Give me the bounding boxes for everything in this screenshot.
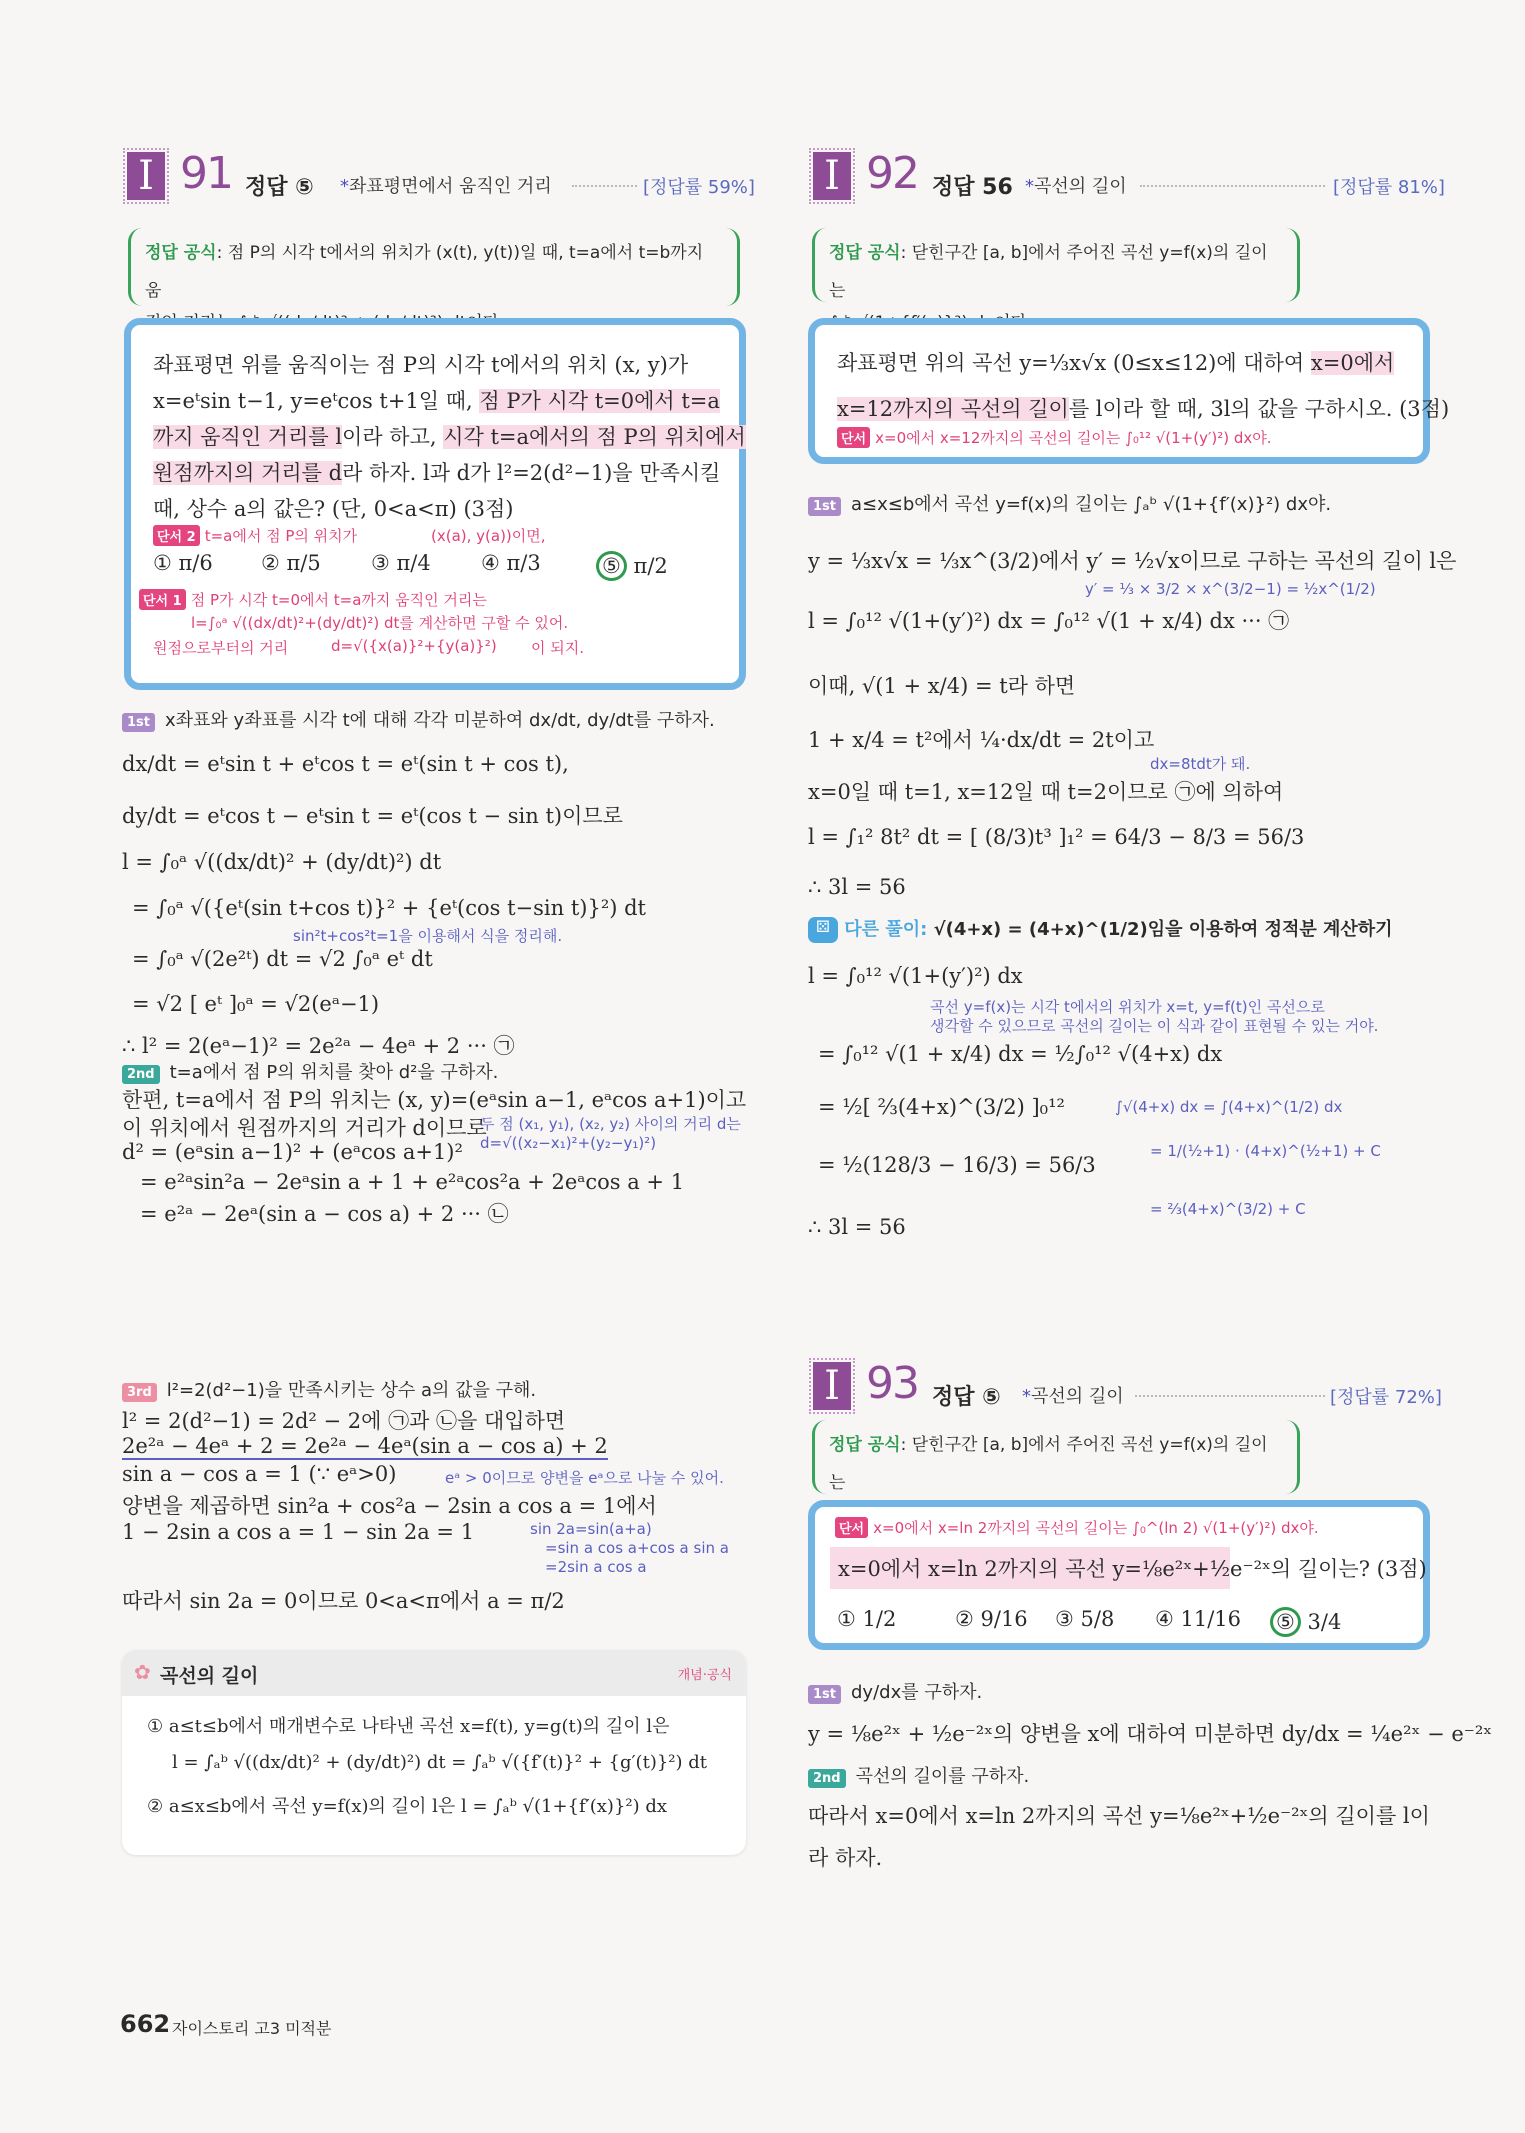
choice-2[interactable]: ② π/5 xyxy=(261,551,321,575)
correct-mark-icon: ⑤ xyxy=(596,551,627,581)
problem-line: 좌표평면 위의 곡선 y=⅓x√x (0≤x≤12)에 대하여 x=0에서 xyxy=(837,351,1395,375)
solution-line: = √2 [ eᵗ ]₀ᵃ = √2(eᵃ−1) xyxy=(132,992,380,1016)
note-derivative: y′ = ⅓ × 3/2 × x^(3/2−1) = ½x^(1/2) xyxy=(1085,580,1376,598)
choice-3[interactable]: ③ π/4 xyxy=(371,551,431,575)
answer-label: 정답 ⑤ xyxy=(932,1385,1001,1410)
solution-line: 따라서 x=0에서 x=ln 2까지의 곡선 y=⅛e²ˣ+½e⁻²ˣ의 길이를 l이 xyxy=(808,1804,1430,1828)
chapter-badge: I xyxy=(813,152,851,200)
problem-line: x=eᵗsin t−1, y=eᵗcos t+1일 때, 점 P가 시각 t=0에서 t=a xyxy=(153,389,720,413)
topic: *곡선의 길이 xyxy=(1022,1386,1124,1407)
note-curve: 생각할 수 있으므로 곡선의 길이는 이 식과 같이 표현될 수 있는 거야. xyxy=(930,1017,1379,1035)
choice-4[interactable]: ④ 11/16 xyxy=(1155,1607,1242,1631)
formula-label: 정답 공식 xyxy=(145,243,217,263)
solution-line: = e²ᵃ − 2eᵃ(sin a − cos a) + 2 ··· ㉡ xyxy=(140,1202,509,1226)
step-1: 1st dy/dx를 구하자. xyxy=(808,1678,982,1704)
note-distance: 두 점 (x₁, y₁), (x₂, y₂) 사이의 거리 d는 xyxy=(480,1115,741,1133)
hint-1: 단서 1 점 P가 시각 t=0에서 t=a까지 움직인 거리는 xyxy=(139,589,487,610)
topic-text: 좌표평면에서 움직인 거리 xyxy=(349,176,552,197)
solution-line: 양변을 제곱하면 sin²a + cos²a − 2sin a cos a = 1에서 xyxy=(122,1494,657,1518)
problem-line: 때, 상수 a의 값은? (단, 0<a<π) (3점) xyxy=(153,497,514,521)
hint-distance: 원점으로부터의 거리 xyxy=(153,639,289,657)
note-distance: d=√((x₂−x₁)²+(y₂−y₁)²) xyxy=(480,1134,657,1152)
hint-2: 단서 2 t=a에서 점 P의 위치가 xyxy=(153,525,357,546)
note-sin2a: =sin a cos a+cos a sin a xyxy=(545,1539,729,1557)
solution-line: l = ∫₀ᵃ √((dx/dt)² + (dy/dt)²) dt xyxy=(122,850,442,874)
problem-line: 좌표평면 위를 움직이는 점 P의 시각 t에서의 위치 (x, y)가 xyxy=(153,353,689,377)
question-number: 93 xyxy=(866,1358,918,1409)
answer-label: 정답 56 xyxy=(932,175,1013,200)
alt-solution-heading: ⚄ 다른 풀이: √(4+x) = (4+x)^(1/2)임을 이용하여 정적분 계산하기 xyxy=(808,915,1393,943)
question-number: 91 xyxy=(180,148,232,199)
alt-line: ∴ 3l = 56 xyxy=(808,1215,906,1239)
note-sin2a: sin 2a=sin(a+a) xyxy=(530,1520,652,1538)
topic xyxy=(340,172,552,198)
note-sin2a: =2sin a cos a xyxy=(545,1558,647,1576)
concept-line: ① a≤t≤b에서 매개변수로 나타낸 곡선 x=f(t), y=g(t)의 길이 l은 xyxy=(147,1716,670,1737)
hint: 단서 x=0에서 x=ln 2까지의 곡선의 길이는 ∫₀^(ln 2) √(1+(y′)²) dx야. xyxy=(835,1517,1319,1538)
solution-line: l² = 2(d²−1) = 2d² − 2에 ㉠과 ㉡을 대입하면 xyxy=(122,1409,566,1433)
solution-line: = ∫₀ᵃ √({eᵗ(sin t+cos t)}² + {eᵗ(cos t−sin t)}²) dt xyxy=(132,896,646,920)
divider xyxy=(1140,185,1325,187)
problem-line: x=12까지의 곡선의 길이를 l이라 할 때, 3l의 값을 구하시오. (3점) xyxy=(837,397,1450,421)
note-integral: = 1/(½+1) · (4+x)^(½+1) + C xyxy=(1150,1142,1381,1160)
problem-box xyxy=(808,318,1450,464)
answer-formula xyxy=(128,228,740,306)
formula-line: : 점 P의 시각 t에서의 위치가 (x(t), y(t))일 때, t=a에서 t=b까지 움 xyxy=(145,243,704,301)
hint: 단서 x=0에서 x=12까지의 곡선의 길이는 ∫₀¹² √(1+(y′)²) dx야. xyxy=(837,427,1272,448)
correct-mark-icon: ⑤ xyxy=(1270,1607,1301,1637)
solution-line: l = ∫₁² 8t² dt = [ (8/3)t³ ]₁² = 64/3 − 8/3 = 56/3 xyxy=(808,825,1305,849)
star-icon: * xyxy=(1022,1386,1031,1407)
solution-line: = ∫₀ᵃ √(2e²ᵗ) dt = √2 ∫₀ᵃ eᵗ dt xyxy=(132,947,433,971)
chapter-badge: I xyxy=(813,1362,851,1410)
solution-line: y = ⅓x√x = ⅓x^(3/2)에서 y′ = ½√x이므로 구하는 곡선의 길이 l은 xyxy=(808,549,1457,573)
problem-line: 까지 움직인 거리를 l이라 하고, 시각 t=a에서의 점 P의 위치에서 xyxy=(153,425,746,449)
star-icon: * xyxy=(340,176,349,197)
hint-2-line: (x(a), y(a))이면, xyxy=(431,527,546,545)
solution-line: l = ∫₀¹² √(1+(y′)²) dx = ∫₀¹² √(1 + x/4) dx ··· ㉠ xyxy=(808,609,1290,633)
solution-line: 1 + x/4 = t²에서 ¼·dx/dt = 2t이고 xyxy=(808,728,1155,752)
divider xyxy=(1135,1395,1325,1397)
note-trig: sin²t+cos²t=1을 이용해서 식을 정리해. xyxy=(293,927,563,945)
solution-line: ∴ 3l = 56 xyxy=(808,875,906,899)
correct-rate: [정답률 81%] xyxy=(1333,177,1445,198)
solution-line: ∴ l² = 2(eᵃ−1)² = 2e²ᵃ − 4eᵃ + 2 ··· ㉠ xyxy=(122,1034,515,1058)
hint-distance: 이 되지. xyxy=(531,639,585,657)
concept-line: l = ∫ₐᵇ √((dx/dt)² + (dy/dt)²) dt = ∫ₐᵇ √({f′(t)}² + {g′(t)}²) dt xyxy=(172,1752,708,1773)
solution-line: 이 위치에서 원점까지의 거리가 d이므로 xyxy=(122,1116,487,1140)
alt-line: l = ∫₀¹² √(1+(y′)²) dx xyxy=(808,964,1023,988)
concept-line: ② a≤x≤b에서 곡선 y=f(x)의 길이 l은 l = ∫ₐᵇ √(1+{f′(x)}²) dx xyxy=(147,1796,668,1817)
problem-box xyxy=(124,318,746,690)
concept-tag: 개념·공식 xyxy=(677,1668,732,1683)
choice-5-correct[interactable]: ⑤ 3/4 xyxy=(1270,1607,1341,1637)
page-number: 662 xyxy=(120,2010,171,2038)
alt-line: = ½(128/3 − 16/3) = 56/3 xyxy=(818,1153,1096,1177)
choice-5-correct[interactable]: ⑤ π/2 xyxy=(596,551,668,581)
solution-line: = e²ᵃsin²a − 2eᵃsin a + 1 + e²ᵃcos²a + 2eᵃcos a + 1 xyxy=(140,1170,685,1194)
flower-icon: ✿ xyxy=(134,1660,151,1684)
star-icon: * xyxy=(1025,176,1034,197)
chapter-badge: I xyxy=(127,152,165,200)
hint-1-line: l=∫₀ᵃ √((dx/dt)²+(dy/dt)²) dt를 계산하면 구할 수 있어. xyxy=(191,614,569,632)
question-number: 92 xyxy=(866,148,918,199)
question-text: x=0에서 x=ln 2까지의 곡선 y=⅛e²ˣ+½e⁻²ˣ의 길이는? (3점) xyxy=(830,1547,1230,1589)
note-integral: ∫√(4+x) dx = ∫(4+x)^(1/2) dx xyxy=(1115,1098,1343,1116)
solution-line: y = ⅛e²ˣ + ½e⁻²ˣ의 양변을 x에 대하여 미분하면 dy/dx = ¼e²ˣ − e⁻²ˣ xyxy=(808,1722,1493,1746)
solution-line: 한편, t=a에서 점 P의 위치는 (x, y)=(eᵃsin a−1, eᵃcos a+1)이고 xyxy=(122,1088,747,1112)
step-3: 3rd l²=2(d²−1)을 만족시키는 상수 a의 값을 구해. xyxy=(122,1376,536,1402)
answer-label: 정답 ⑤ xyxy=(245,175,314,200)
choice-2[interactable]: ② 9/16 xyxy=(955,1607,1028,1631)
book-title: 자이스토리 고3 미적분 xyxy=(172,2019,332,2038)
solution-line: 따라서 sin 2a = 0이므로 0<a<π에서 a = π/2 xyxy=(122,1589,565,1613)
choice-1[interactable]: ① 1/2 xyxy=(837,1607,897,1631)
answer-formula: 정답 공식: 닫힌구간 [a, b]에서 주어진 곡선 y=f(x)의 길이는 xyxy=(812,1420,1300,1494)
topic: *곡선의 길이 xyxy=(1025,176,1127,197)
note-dx: dx=8tdt가 돼. xyxy=(1150,755,1251,773)
problem-line: 원점까지의 거리를 d라 하자. l과 d가 l²=2(d²−1)을 만족시킬 xyxy=(153,461,721,485)
step-1: 1st a≤x≤b에서 곡선 y=f(x)의 길이는 ∫ₐᵇ √(1+{f′(x)}²) dx야. xyxy=(808,490,1331,516)
answer-formula: 정답 공식: 닫힌구간 [a, b]에서 주어진 곡선 y=f(x)의 길이는 xyxy=(812,228,1300,302)
solution-line: 이때, √(1 + x/4) = t라 하면 xyxy=(808,674,1076,698)
solution-line: dy/dt = eᵗcos t − eᵗsin t = eᵗ(cos t − sin t)이므로 xyxy=(122,804,623,828)
correct-rate: [정답률 72%] xyxy=(1330,1387,1442,1408)
note-curve: 곡선 y=f(x)는 시각 t에서의 위치가 x=t, y=f(t)인 곡선으로 xyxy=(930,998,1325,1016)
problem-box xyxy=(808,1500,1430,1650)
concept-title: 곡선의 길이 xyxy=(160,1665,259,1687)
step-2: 2nd t=a에서 점 P의 위치를 찾아 d²을 구하자. xyxy=(122,1058,498,1084)
dice-icon: ⚄ xyxy=(808,917,838,943)
solution-line: 2e²ᵃ − 4eᵃ + 2 = 2e²ᵃ − 4eᵃ(sin a − cos a) + 2 xyxy=(122,1434,608,1458)
alt-line: = ∫₀¹² √(1 + x/4) dx = ½∫₀¹² √(4+x) dx xyxy=(818,1042,1223,1066)
concept-box xyxy=(122,1650,746,1855)
alt-line: = ½[ ⅔(4+x)^(3/2) ]₀¹² xyxy=(818,1095,1065,1119)
choice-4[interactable]: ④ π/3 xyxy=(481,551,541,575)
solution-line: dx/dt = eᵗsin t + eᵗcos t = eᵗ(sin t + cos t), xyxy=(122,752,569,776)
note-divide: eᵃ > 0이므로 양변을 eᵃ으로 나눌 수 있어. xyxy=(445,1469,724,1487)
solution-line: 라 하자. xyxy=(808,1846,883,1870)
correct-rate: [정답률 59%] xyxy=(643,177,755,198)
note-integral: = ⅔(4+x)^(3/2) + C xyxy=(1150,1200,1306,1218)
choice-3[interactable]: ③ 5/8 xyxy=(1055,1607,1115,1631)
choice-1[interactable]: ① π/6 xyxy=(153,551,213,575)
step-1: 1st x좌표와 y좌표를 시각 t에 대해 각각 미분하여 dx/dt, dy/dt를 구하자. xyxy=(122,706,715,732)
solution-line: x=0일 때 t=1, x=12일 때 t=2이므로 ㉠에 의하여 xyxy=(808,780,1284,804)
solution-line: d² = (eᵃsin a−1)² + (eᵃcos a+1)² xyxy=(122,1140,463,1164)
hint-distance: d=√({x(a)}²+{y(a)}²) xyxy=(331,637,497,655)
step-2: 2nd 곡선의 길이를 구하자. xyxy=(808,1762,1029,1788)
divider xyxy=(572,185,637,187)
solution-line: sin a − cos a = 1 (∵ eᵃ>0) xyxy=(122,1462,397,1486)
solution-line: 1 − 2sin a cos a = 1 − sin 2a = 1 xyxy=(122,1520,475,1544)
